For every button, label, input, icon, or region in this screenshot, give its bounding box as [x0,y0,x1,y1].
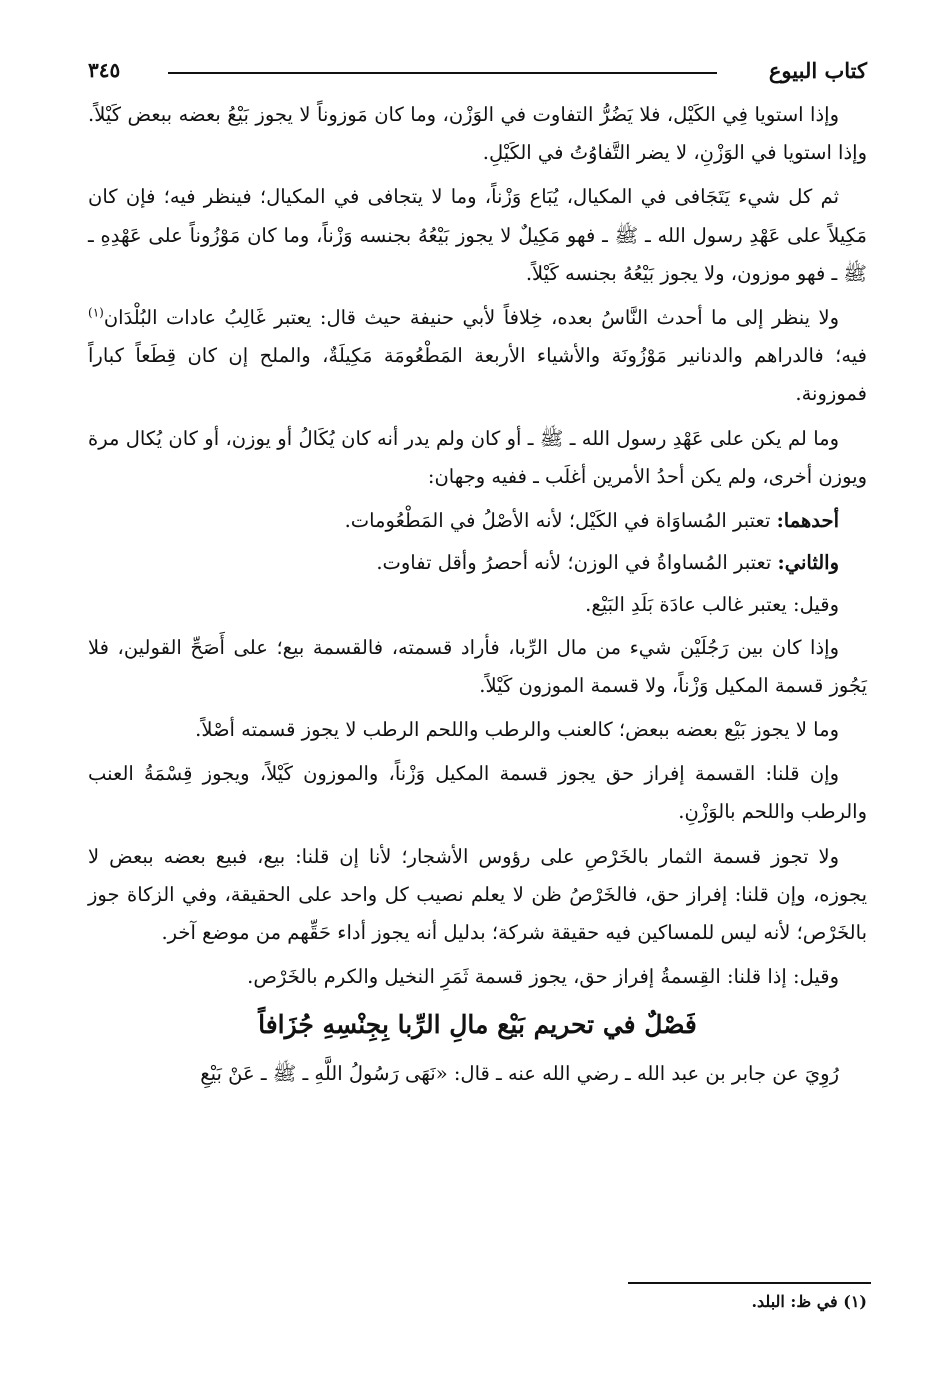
paragraph: وإذا كان بين رَجُلَيْن شيء من مال الرِّبا، فأراد قسمته، فالقسمة بيع؛ على أَصَحِّ القولين، فلا يَجُوز قسمة المكيل وَزْناً، ولا قسمة الموزون كَيْلاً. [88,635,867,697]
paragraph: ثم كل شيء يَتَجَافى في المكيال، يُبَاع وَزْناً، وما لا يتجافى في المكيال؛ فينظر فيه؛ فإن كان مَكِيلاً على عَهْدِ رسول الله ـ ﷺ ـ فهو مَكِيلٌ لا يجوز بَيْعُهُ بجنسه وَزْناً، وما كان مَوْزُوناً على عَهْدِهِ ـ ﷺ ـ فهو موزون، ولا يجوز بَيْعُهُ بجنسه كَيْلاً. [88,185,867,285]
paragraph-text: تعتبر المُساوَاة في الكَيْل؛ لأنه الأصْلُ في المَطْعُومات. [344,509,777,533]
paragraph-text: تعتبر المُساواةُ في الوزن؛ لأنه أحصرُ وأقل تفاوت. [376,551,778,575]
paragraph-text: فيه؛ فالدراهم والدنانير مَوْزُونَة والأشياء الأربعة المَطْعُومَة مَكِيلَةٌ، والملح إن كان قِطَعاً كباراً فموزونة. [88,344,867,406]
running-title: كتاب البيوع [768,58,867,83]
paragraph [88,299,867,414]
page-number: ٣٤٥ [88,58,121,82]
paragraph: وما لا يجوز بَيْع بعضه ببعض؛ كالعنب والرطب واللحم الرطب لا يجوز قسمته أصْلاً. [195,718,839,742]
footnote-marker: (١) [88,305,104,320]
paragraph [88,502,867,540]
main-text [88,96,867,1099]
page-header [88,58,867,90]
header-rule [168,72,717,74]
paragraph: وما لم يكن على عَهْدِ رسول الله ـ ﷺ ـ أو كان ولم يدر أنه كان يُكَالُ أو يوزن، أو كان يُكال مرة ويوزن أخرى، ولم يكن أحدُ الأمرين أغلَب ـ ففيه وجهان: [88,426,867,488]
lead-word: والثاني: [777,551,839,575]
paragraph-text: ولا ينظر إلى ما أحدث النَّاسُ بعده، خِلافاً لأبي حنيفة حيث قال: يعتبر غَالِبُ عادات البُلْدَان [103,306,839,330]
lead-word: أحدهما: [776,509,839,533]
paragraph [88,544,867,582]
paragraph: وقيل: يعتبر غالب عادَة بَلَدِ البَيْع. [585,593,839,617]
paragraph: وإذا استويا فِي الكَيْل، فلا يَضُرُّ التفاوت في الوَزْن، وما كان مَوزوناً لا يجوز بَيْعُ بعضه ببعض كَيْلاً. وإذا استويا في الوَزْنِ، لا يضر التَّفاوُتُ في الكَيْلِ. [88,103,867,165]
footnote-rule [628,1282,871,1284]
footnote: (١) في ظ: البلد. [751,1292,867,1311]
section-heading: فَصْلٌ في تحريم بَيْع مالِ الرِّبا بِجِنْسِهِ جُزَافاً [258,1010,697,1040]
paragraph: وإن قلنا: القسمة إفراز حق يجوز قسمة المكيل وَزْناً، والموزون كَيْلاً، ويجوز قِسْمَةُ العنب والرطب واللحم بالوَزْنِ. [88,762,867,824]
paragraph: وقيل: إذا قلنا: القِسمةُ إفراز حق، يجوز قسمة ثَمَرِ النخيل والكرم بالخَرْص. [247,965,839,989]
paragraph: ولا تجوز قسمة الثمار بالخَرْصِ على رؤوس الأشجار؛ لأنا إن قلنا: بيع، فبيع بعضه ببعض لا يجوزه، وإن قلنا: إفراز حق، فالخَرْصُ ظن لا يعلم نصيب كل واحد على الحقيقة، وفي الزكاة جوز بالخَرْص؛ لأنه ليس للمساكين فيه حقيقة شركة؛ بدليل أنه يجوز أداء حَقِّهم من موضع آخر. [88,844,867,945]
paragraph: رُوِيَ عن جابر بن عبد الله ـ رضي الله عنه ـ قال: «نَهَى رَسُولُ اللَّهِ ـ ﷺ ـ عَنْ بَيْعِ [200,1061,839,1085]
